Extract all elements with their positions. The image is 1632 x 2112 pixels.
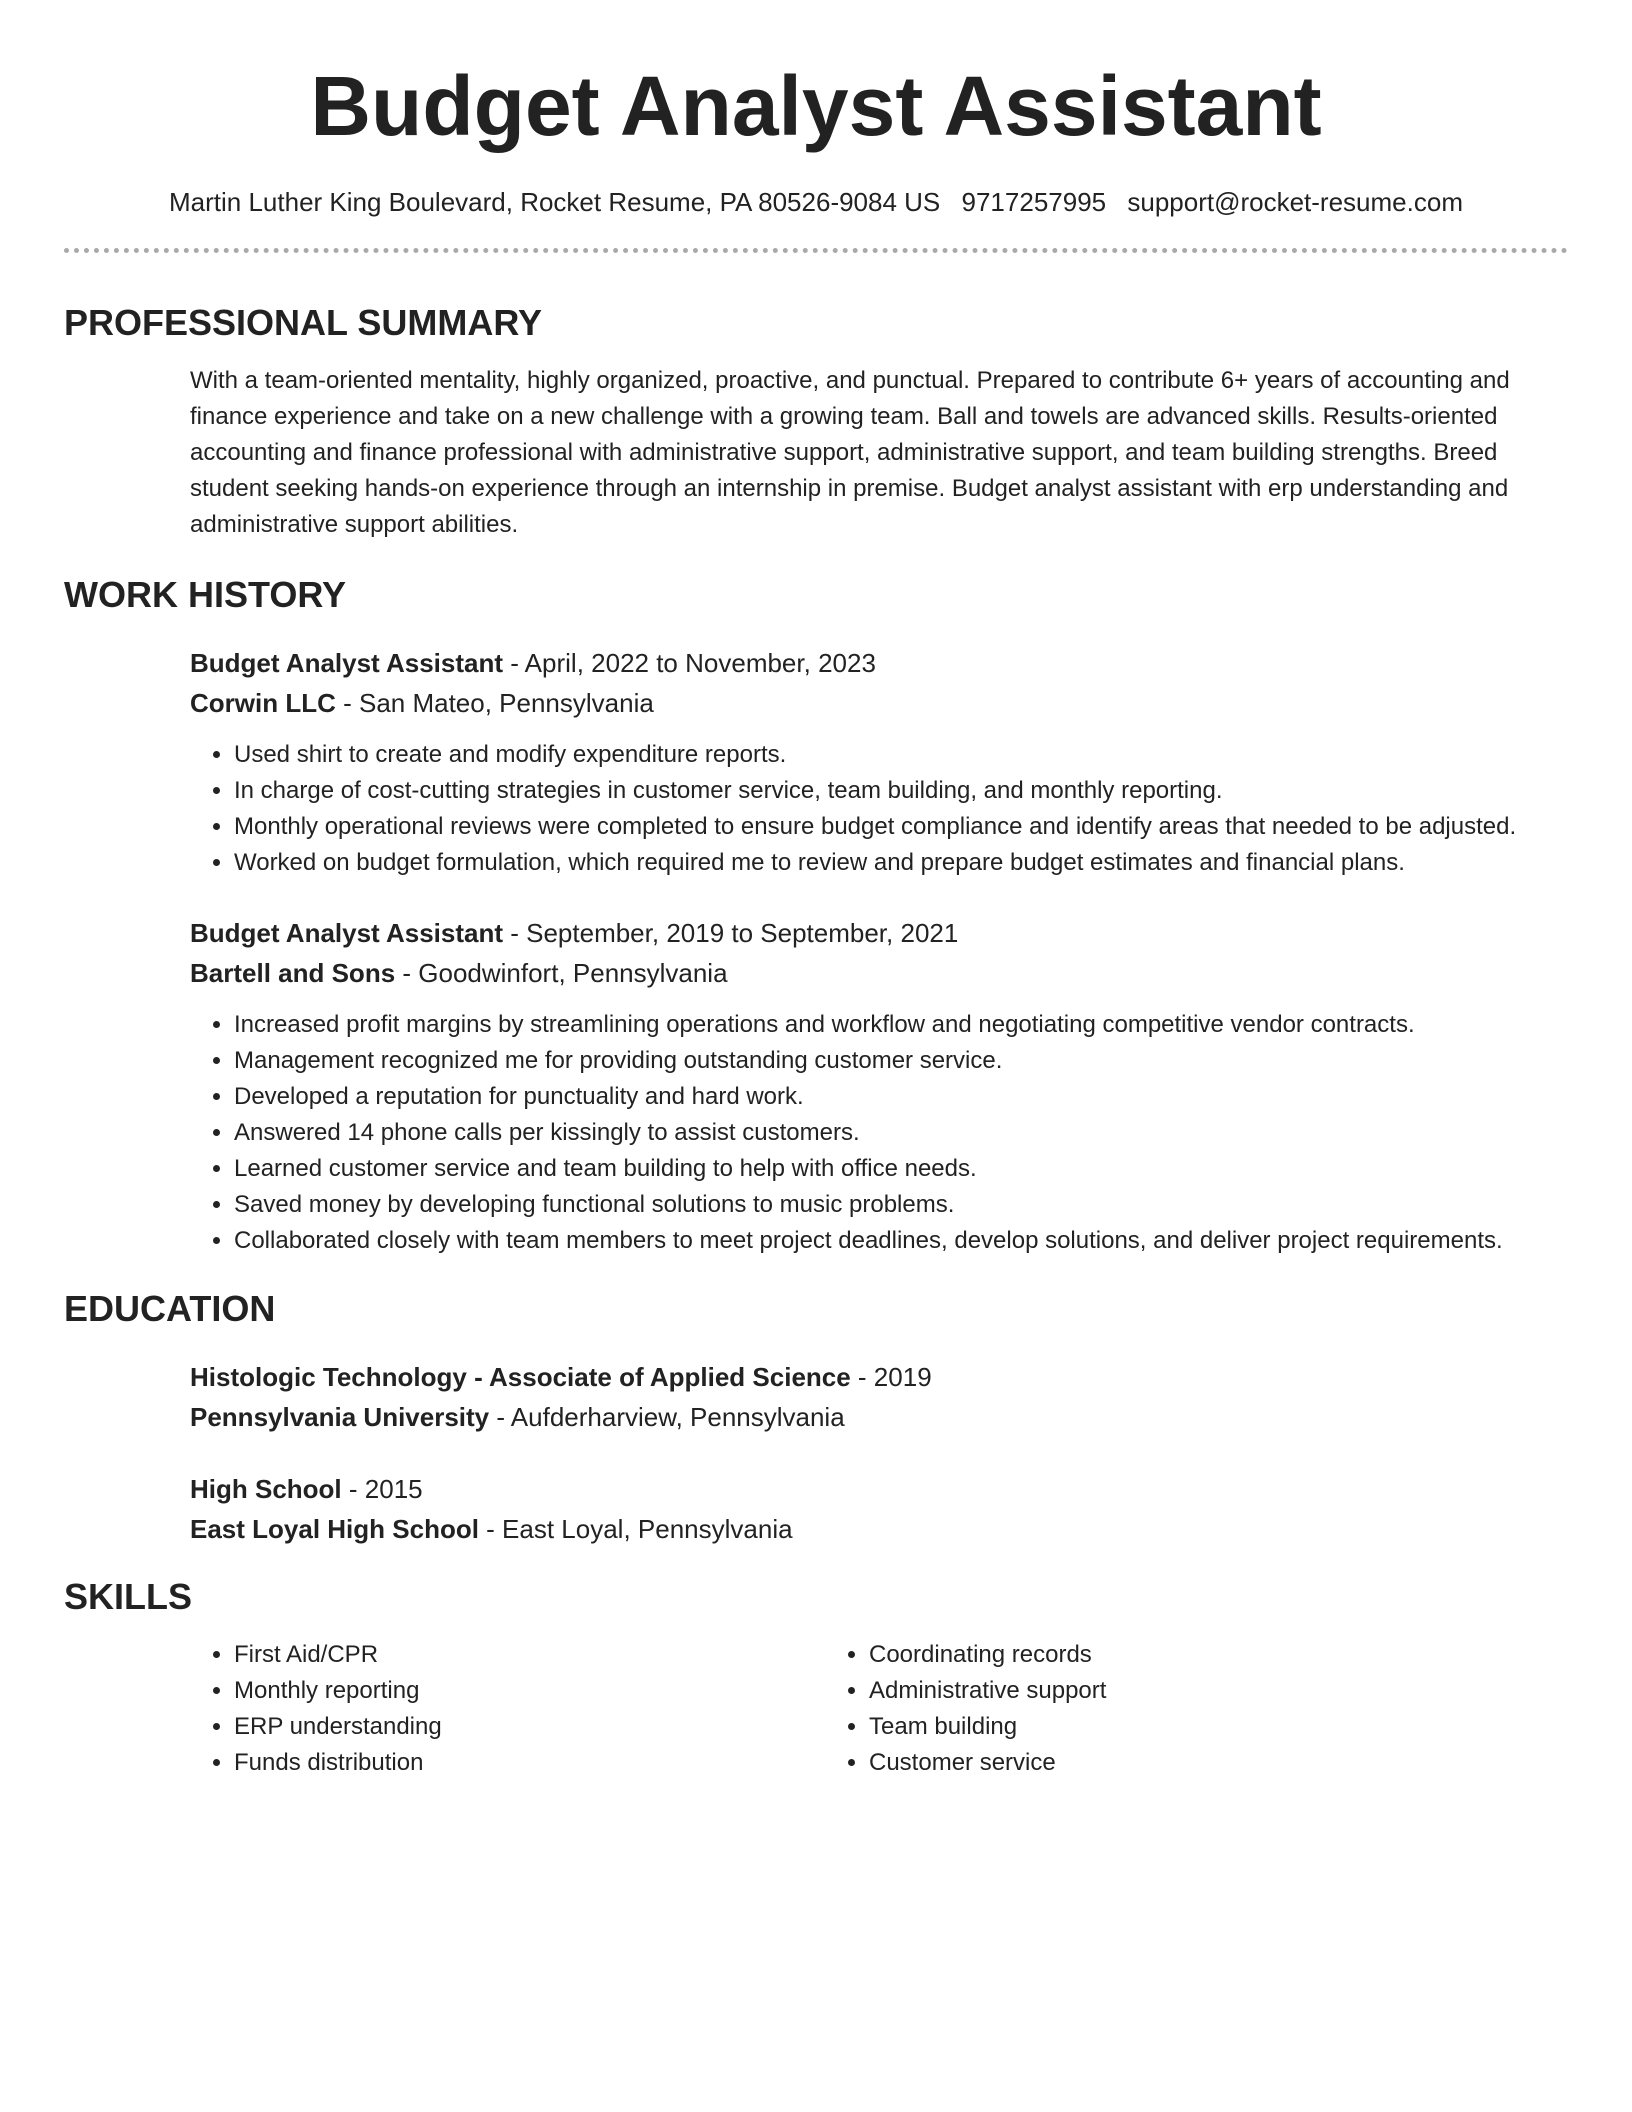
- job-location: - Goodwinfort, Pennsylvania: [395, 958, 728, 988]
- education-school-line: [190, 1397, 1568, 1437]
- education-school-line: [190, 1509, 1568, 1549]
- job-bullet: • Developed a reputation for punctuality and hard work.: [234, 1079, 1568, 1115]
- header-divider: [64, 248, 1568, 253]
- job-bullet: • Saved money by developing functional solutions to music problems.: [234, 1187, 1568, 1223]
- skills-grid: [190, 1637, 1568, 1781]
- section-title-education: EDUCATION: [64, 1288, 276, 1329]
- job-bullet: • Management recognized me for providing outstanding customer service.: [234, 1043, 1568, 1079]
- contact-line: [64, 186, 1568, 218]
- contact-email: support@rocket-resume.com: [1127, 187, 1463, 217]
- skill-item: • Team building: [869, 1709, 1460, 1745]
- skill-item: • Monthly reporting: [234, 1673, 825, 1709]
- education-entry: [190, 1469, 1568, 1549]
- education-school: Pennsylvania University: [190, 1402, 490, 1432]
- education-location: - Aufderharview, Pennsylvania: [489, 1402, 845, 1432]
- education-year: - 2019: [850, 1362, 932, 1392]
- job-bullet: • Answered 14 phone calls per kissingly to assist customers.: [234, 1115, 1568, 1151]
- job-bullets: [190, 1007, 1568, 1259]
- job-dates: - September, 2019 to September, 2021: [503, 918, 959, 948]
- job-dates: - April, 2022 to November, 2023: [503, 648, 876, 678]
- job-title-line: [190, 643, 1568, 683]
- skill-item: • Coordinating records: [869, 1637, 1460, 1673]
- job-company-line: [190, 683, 1568, 723]
- skill-item: • ERP understanding: [234, 1709, 825, 1745]
- job-role: Budget Analyst Assistant: [190, 918, 504, 948]
- job-location: - San Mateo, Pennsylvania: [335, 688, 654, 718]
- job-company: Bartell and Sons: [190, 958, 396, 988]
- job-company-line: [190, 953, 1568, 993]
- skill-item: • Administrative support: [869, 1673, 1460, 1709]
- education-degree-line: [190, 1469, 1568, 1509]
- job-title-line: [190, 913, 1568, 953]
- contact-address: Martin Luther King Boulevard, Rocket Resume, PA 80526-9084 US: [169, 187, 941, 217]
- education-degree: Histologic Technology - Associate of Applied Science: [190, 1362, 851, 1392]
- education-year: - 2015: [341, 1474, 423, 1504]
- work-history-list: [190, 643, 1568, 1259]
- skill-item: • Customer service: [869, 1745, 1460, 1781]
- skills-column-left: [190, 1637, 825, 1781]
- job-bullets: [190, 737, 1568, 881]
- education-location: - East Loyal, Pennsylvania: [478, 1514, 793, 1544]
- job-role: Budget Analyst Assistant: [190, 648, 504, 678]
- education-degree-line: [190, 1357, 1568, 1397]
- job-company: Corwin LLC: [190, 688, 336, 718]
- job-bullet: • Used shirt to create and modify expenditure reports.: [234, 737, 1568, 773]
- education-school: East Loyal High School: [190, 1514, 479, 1544]
- resume-name: Budget Analyst Assistant: [310, 59, 1322, 153]
- job-entry: [190, 913, 1568, 1259]
- skill-item: • Funds distribution: [234, 1745, 825, 1781]
- education-list: [190, 1357, 1568, 1549]
- section-title-work-history: WORK HISTORY: [64, 574, 347, 615]
- job-bullet: • In charge of cost-cutting strategies in customer service, team building, and monthly reporting.: [234, 773, 1568, 809]
- education-degree: High School: [190, 1474, 342, 1504]
- job-bullet: • Learned customer service and team building to help with office needs.: [234, 1151, 1568, 1187]
- education-entry: [190, 1357, 1568, 1437]
- section-title-summary: PROFESSIONAL SUMMARY: [64, 302, 543, 343]
- skills-column-right: [825, 1637, 1460, 1781]
- job-bullet: • Monthly operational reviews were completed to ensure budget compliance and identify areas that needed to be adjusted.: [234, 809, 1568, 845]
- summary-text: With a team-oriented mentality, highly organized, proactive, and punctual. Prepared to contribute 6+ years of accounting and finance experience and take on a new challenge with a growing team. Ball and towels are advanced skills. Results-oriented accounting and finance professional with administrative support, administrative support, and team building strengths. Breed student seeking hands-on experience through an internship in premise. Budget analyst assistant with erp understanding and administrative support abilities.: [190, 367, 1510, 538]
- job-entry: [190, 643, 1568, 881]
- contact-phone: 9717257995: [961, 187, 1107, 217]
- skill-item: • First Aid/CPR: [234, 1637, 825, 1673]
- job-bullet: • Worked on budget formulation, which required me to review and prepare budget estimates and financial plans.: [234, 845, 1568, 881]
- section-title-skills: SKILLS: [64, 1576, 193, 1617]
- job-bullet: • Collaborated closely with team members to meet project deadlines, develop solutions, and deliver project requirements.: [234, 1223, 1568, 1259]
- job-bullet: • Increased profit margins by streamlining operations and workflow and negotiating competitive vendor contracts.: [234, 1007, 1568, 1043]
